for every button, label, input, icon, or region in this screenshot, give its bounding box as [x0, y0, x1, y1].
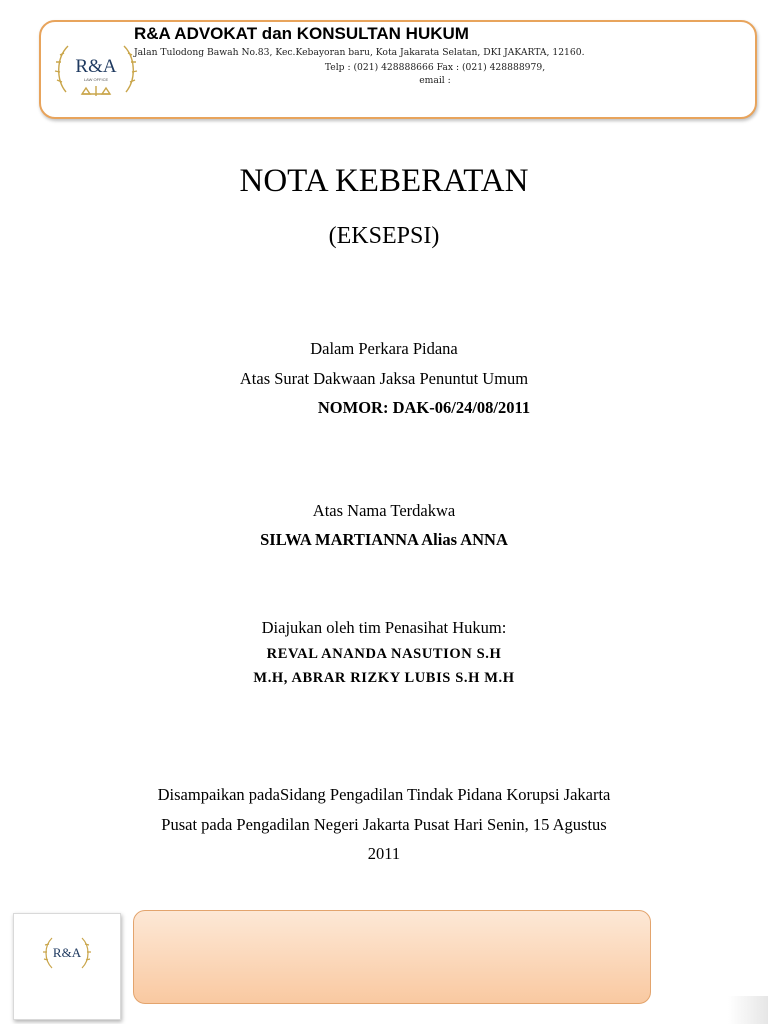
firm-email: email : — [419, 75, 451, 86]
defendant-name: SILWA MARTIANNA Alias ANNA — [260, 530, 508, 549]
defendant-label: Atas Nama Terdakwa — [312, 501, 456, 520]
case-line-1: Dalam Perkara Pidana — [310, 339, 458, 358]
footer-logo — [14, 914, 120, 1019]
firm-logo — [52, 36, 140, 102]
footer-band — [133, 910, 651, 1004]
firm-address: Jalan Tulodong Bawah No.83, Kec.Kebayoran baru, Kota Jakarata Selatan, DKI JAKARTA, 12160. — [134, 47, 585, 58]
document-subtitle: (EKSEPSI) — [328, 223, 440, 249]
case-line-2: Atas Surat Dakwaan Jaksa Penuntut Umum — [239, 369, 529, 388]
footer-logo-box — [13, 913, 121, 1020]
document-title: NOTA KEBERATAN — [239, 163, 529, 199]
footer-logo-text: R&A — [52, 945, 82, 960]
submission-line-2: Pusat pada Pengadilan Negeri Jakarta Pusat Hari Senin, 15 Agustus — [161, 815, 607, 834]
logo-subtext: LAW OFFICE — [83, 77, 109, 82]
logo-text: R&A — [75, 56, 117, 77]
case-number: NOMOR: DAK-06/24/08/2011 — [317, 398, 531, 417]
counsel-line-1: REVAL ANANDA NASUTION S.H — [266, 646, 502, 662]
firm-phone-fax: Telp : (021) 428888666 Fax : (021) 428888979, — [324, 62, 546, 73]
submission-line-3: 2011 — [367, 844, 401, 863]
counsel-label: Diajukan oleh tim Penasihat Hukum: — [261, 618, 507, 637]
counsel-line-2: M.H, ABRAR RIZKY LUBIS S.H M.H — [253, 670, 515, 686]
submission-line-1: Disampaikan padaSidang Pengadilan Tindak Pidana Korupsi Jakarta — [157, 785, 611, 804]
page-edge-shadow — [728, 996, 768, 1024]
firm-name: R&A ADVOKAT dan KONSULTAN HUKUM — [134, 24, 469, 43]
